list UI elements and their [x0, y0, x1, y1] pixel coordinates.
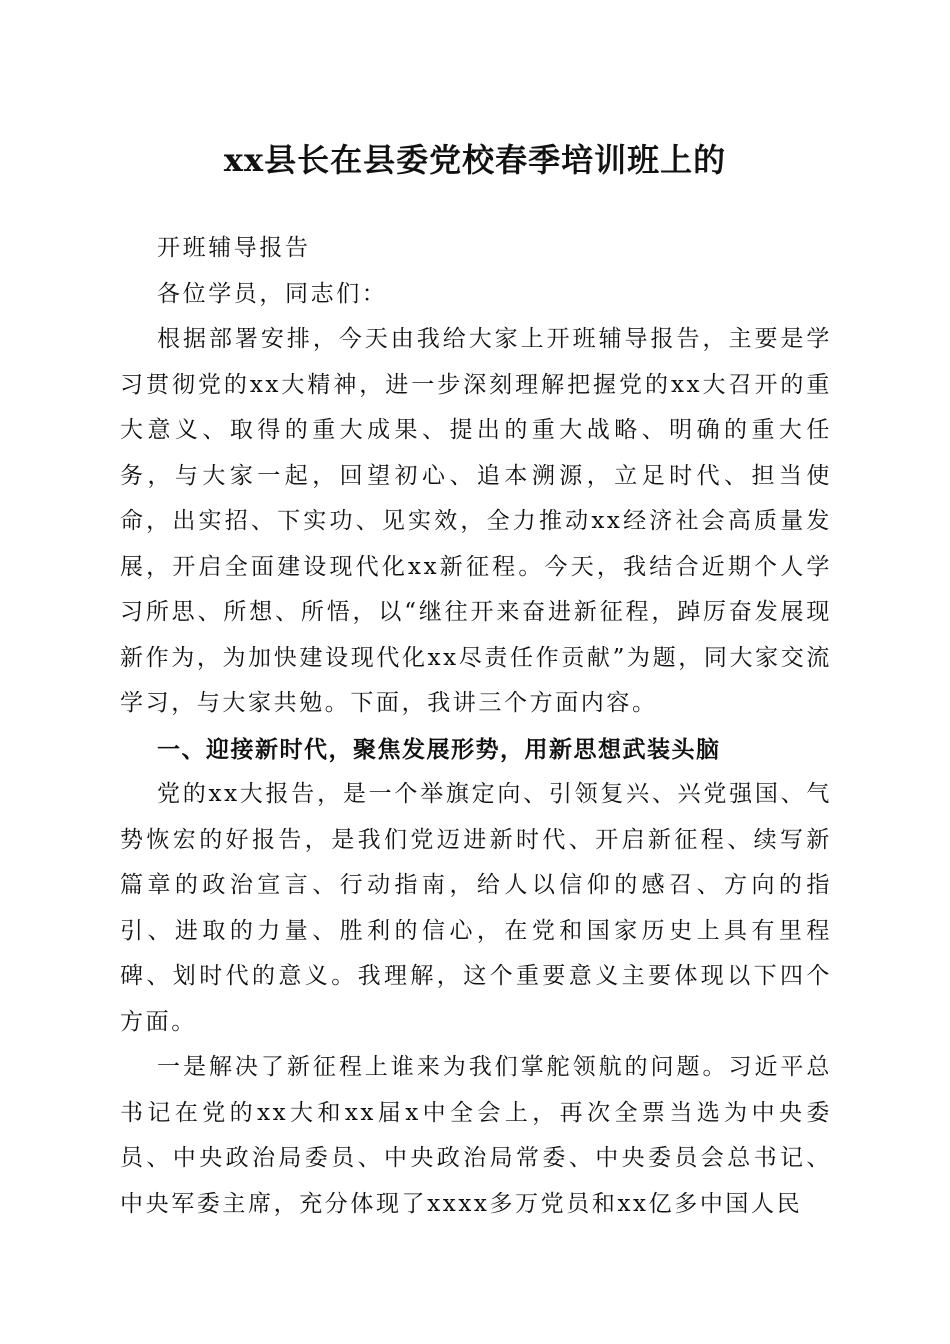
- paragraph-significance: 党的xx大报告，是一个举旗定向、引领复兴、兴党强国、气势恢宏的好报告，是我们党迈进新时代、开启新征程、续写新篇章的政治宣言、行动指南，给人以信仰的感召、方向的指引、进取的力量、胜利的信心，在党和国家历史上具有里程碑、划时代的意义。我理解，这个重要意义主要体现以下四个方面。: [120, 781, 832, 1035]
- document-body: [120, 226, 832, 1227]
- section-heading-1: 一、迎接新时代，聚焦发展形势，用新思想武装头脑: [157, 735, 721, 763]
- salutation: 各位学员，同志们：: [157, 280, 388, 307]
- document-subtitle: 开班辅导报告: [157, 235, 311, 261]
- paragraph-point-1: 一是解决了新征程上谁来为我们掌舵领航的问题。习近平总书记在党的xx大和xx届x中全会上，再次全票当选为中央委员、中央政治局委员、中央政治局常委、中央委员会总书记、中央军委主席，充分体现了xxxx多万党员和xx亿多中国人民: [120, 1054, 832, 1217]
- document-title: xx县长在县委党校春季培训班上的: [223, 141, 727, 179]
- paragraph-intro: 根据部署安排，今天由我给大家上开班辅导报告，主要是学习贯彻党的xx大精神，进一步深刻理解把握党的xx大召开的重大意义、取得的重大成果、提出的重大战略、明确的重大任务，与大家一起，回望初心、追本溯源，立足时代、担当使命，出实招、下实功、见实效，全力推动xx经济社会高质量发展，开启全面建设现代化xx新征程。今天，我结合近期个人学习所思、所想、所悟，以“继往开来奋进新征程，踔厉奋发展现新作为，为加快建设现代化xx尽责任作贡献”为题，同大家交流学习，与大家共勉。下面，我讲三个方面内容。: [120, 326, 832, 716]
